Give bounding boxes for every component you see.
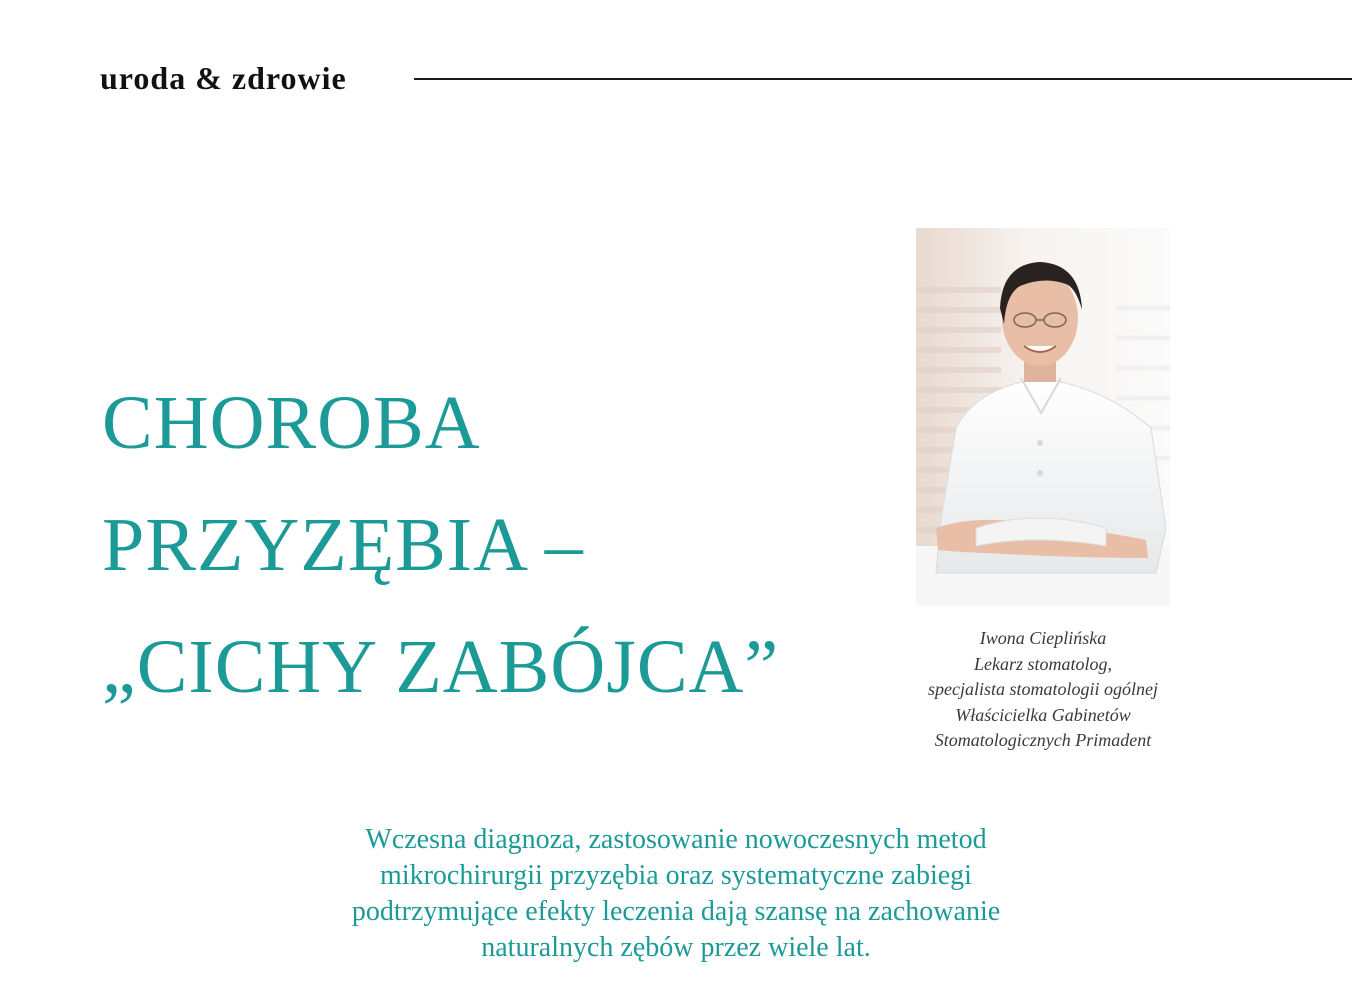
lead-line: mikrochirurgii przyzębia oraz systematyczne zabiegi: [380, 860, 972, 891]
article-lead: [286, 822, 1066, 966]
author-role: Lekarz stomatolog,: [973, 653, 1112, 674]
author-portrait-illustration: [916, 228, 1170, 606]
article-headline: [102, 362, 779, 728]
author-owner-line: Stomatologicznych Primadent: [934, 730, 1152, 750]
author-name: Iwona Cieplińska: [979, 628, 1107, 648]
headline-line: CHOROBA: [102, 381, 481, 465]
headline-line: „CICHY ZABÓJCA”: [102, 625, 780, 709]
section-label: uroda & zdrowie: [100, 60, 347, 96]
header-rule: [414, 78, 1352, 80]
lead-line: naturalnych zębów przez wiele lat.: [481, 932, 871, 963]
headline-line: PRZYZĘBIA –: [102, 503, 584, 587]
author-caption: [906, 626, 1180, 754]
lead-line: Wczesna diagnoza, zastosowanie nowoczesnych metod: [365, 824, 987, 855]
author-specialty: specjalista stomatologii ogólnej: [928, 679, 1158, 699]
author-photo: [916, 228, 1170, 606]
author-owner-line: Właścicielka Gabinetów: [955, 704, 1131, 725]
lead-line: podtrzymujące efekty leczenia dają szansę na zachowanie: [351, 896, 1001, 927]
